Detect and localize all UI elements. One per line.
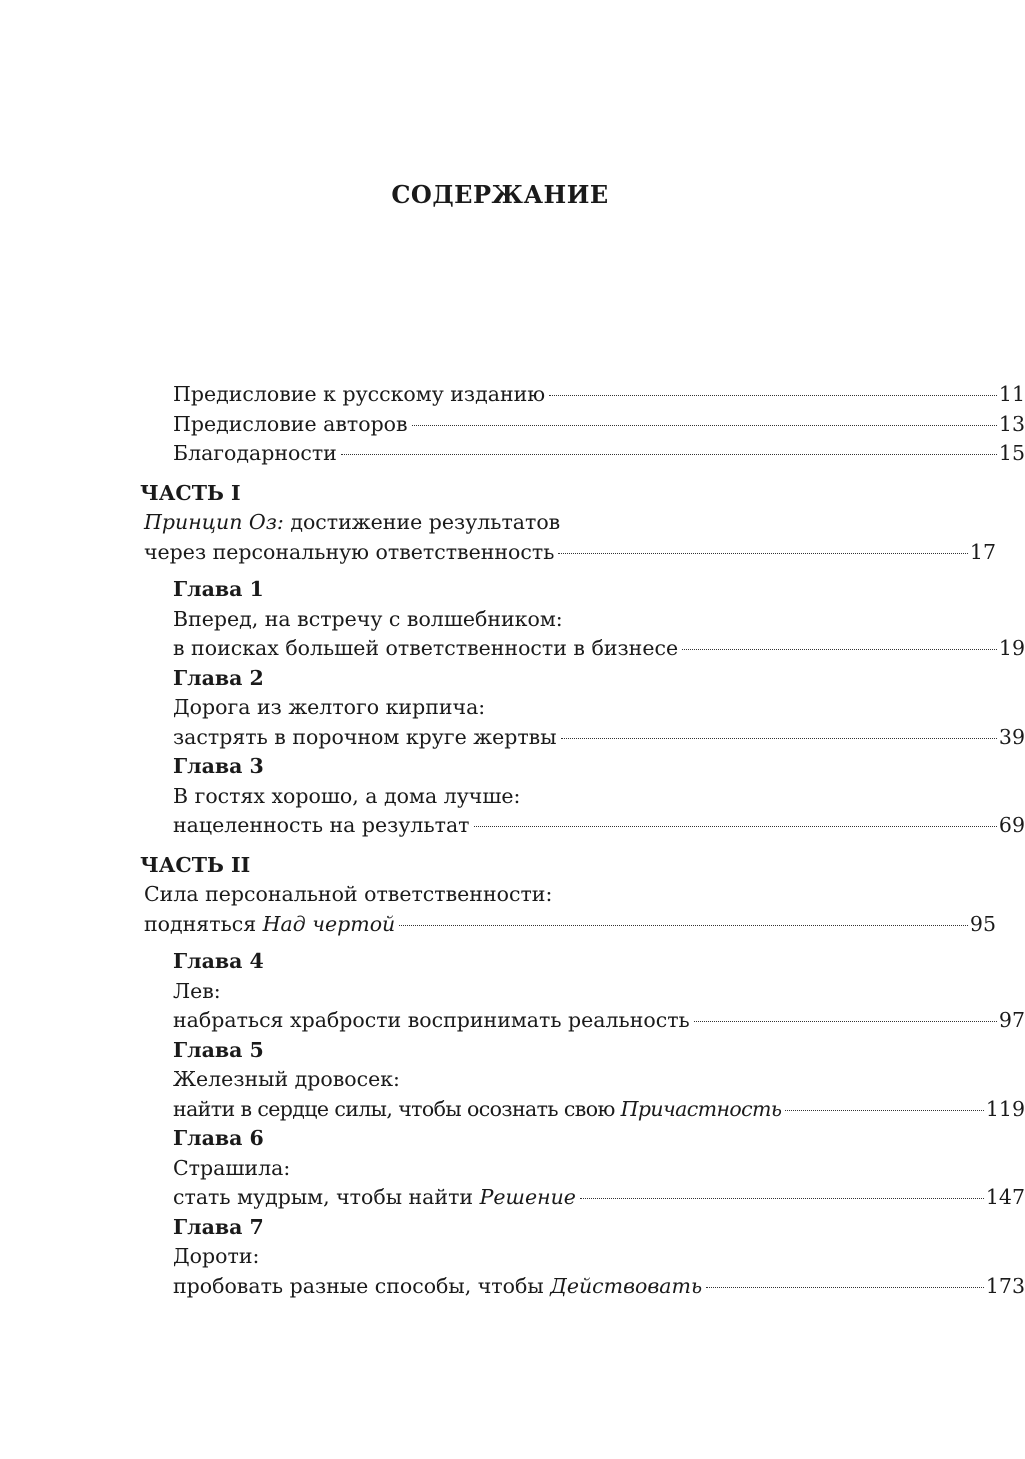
page-number: 69 [998,813,1025,837]
toc-entry-chapter-5[interactable]: найти в сердце силы, чтобы осознать свою Причастность 119 [0,1095,1000,1125]
chapter-5-heading: Глава 5 [173,1037,264,1062]
page-number: 119 [985,1096,1025,1121]
dot-leader [580,1198,984,1199]
page-title: СОДЕРЖАНИЕ [391,180,609,209]
chapter-4-title-line1: Лев: [173,978,221,1003]
chapter-7-heading: Глава 7 [173,1214,264,1239]
part-2-heading: ЧАСТЬ II [140,852,251,877]
chapter-5-title-line1: Железный дровосек: [173,1067,400,1091]
toc-entry-chapter-7[interactable]: пробовать разные способы, чтобы Действовать 173 [0,1272,1000,1302]
page-number: 15 [998,441,1025,465]
chapter-3-title-line1: В гостях хорошо, а дома лучше: [173,783,521,808]
toc-entry-part-1[interactable]: через персональную ответственность 17 [0,538,1000,568]
chapter-6-heading: Глава 6 [173,1126,264,1150]
page-number: 19 [998,636,1025,660]
chapter-1-heading: Глава 1 [173,577,264,601]
dot-leader [558,553,968,554]
toc-entry-chapter-2[interactable]: застрять в порочном круге жертвы 39 [0,723,1000,753]
chapter-6-title-line1: Страшила: [173,1155,291,1180]
dot-leader [682,649,997,650]
dot-leader [694,1021,997,1022]
page-number: 97 [998,1008,1025,1032]
page-number: 147 [985,1185,1025,1209]
table-of-contents [0,380,1025,1301]
chapter-7-title-line1: Дороти: [173,1244,260,1268]
part-2-title-line1: Сила персональной ответственности: [144,882,553,906]
dot-leader [474,826,997,827]
page-number: 17 [969,539,996,564]
toc-entry-acknowledgements[interactable]: Благодарности 15 [0,439,1000,469]
toc-entry-foreword-russian[interactable]: Предисловие к русскому изданию 11 [0,380,1000,410]
page-number: 173 [985,1273,1025,1298]
toc-entry-foreword-authors[interactable]: Предисловие авторов 13 [0,410,1000,440]
dot-leader [706,1287,984,1288]
chapter-2-heading: Глава 2 [173,665,264,690]
dot-leader [412,425,997,426]
chapter-3-heading: Глава 3 [173,754,264,778]
dot-leader [561,738,997,739]
page-number: 11 [998,382,1025,406]
chapter-4-heading: Глава 4 [173,949,264,973]
chapter-1-title-line1: Вперед, на встречу с волшебником: [173,606,563,631]
part-1-heading: ЧАСТЬ I [140,480,241,505]
dot-leader [549,395,997,396]
page-number: 95 [969,911,996,936]
chapter-2-title-line1: Дорога из желтого кирпича: [173,695,486,719]
dot-leader [399,925,968,926]
page-number: 13 [998,411,1025,436]
part-1-title-line1: Принцип Оз: достижение результатов [144,510,561,534]
toc-entry-chapter-4[interactable]: набраться храбрости воспринимать реальность 97 [0,1006,1000,1036]
toc-entry-part-2[interactable]: подняться Над чертой 95 [0,910,1000,940]
dot-leader [341,454,997,455]
toc-entry-chapter-6[interactable]: стать мудрым, чтобы найти Решение 147 [0,1183,1000,1213]
toc-entry-chapter-3[interactable]: нацеленность на результат 69 [0,811,1000,841]
toc-entry-chapter-1[interactable]: в поисках большей ответственности в бизнесе 19 [0,634,1000,664]
page-number: 39 [998,724,1025,749]
dot-leader [785,1110,983,1111]
